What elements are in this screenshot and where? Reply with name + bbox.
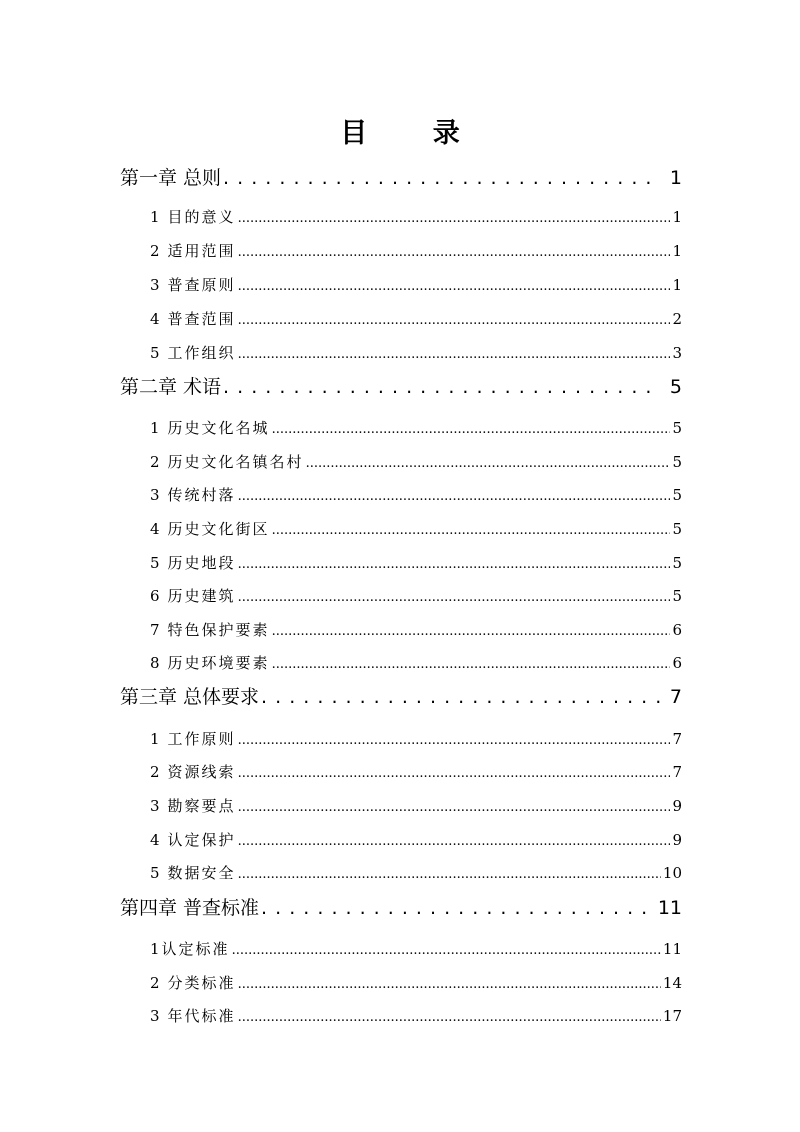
- toc-section[interactable]: [150, 861, 682, 885]
- section-page-number: 11: [662, 940, 682, 958]
- dot-leader: [238, 971, 661, 995]
- dot-leader: [261, 893, 648, 923]
- section-label: 历史文化名镇名村: [167, 453, 304, 471]
- section-number: 2: [150, 242, 160, 260]
- section-page-number: 10: [662, 864, 682, 882]
- dot-leader: [272, 651, 671, 675]
- dot-leader: [238, 828, 671, 852]
- toc-section[interactable]: [150, 551, 682, 575]
- section-number: 2: [150, 453, 160, 471]
- dot-leader: [238, 273, 671, 297]
- dot-leader: [238, 551, 671, 575]
- section-label: 资源线索: [167, 763, 236, 781]
- toc-section[interactable]: [150, 307, 682, 331]
- section-number: 5: [150, 864, 160, 882]
- toc-section[interactable]: [150, 450, 682, 474]
- dot-leader: [238, 341, 671, 365]
- section-label: 数据安全: [167, 864, 236, 882]
- toc-chapter-2[interactable]: [120, 372, 682, 402]
- chapter-label: 第一章 总则: [120, 167, 222, 189]
- section-number: 1: [150, 940, 160, 958]
- section-label: 工作原则: [167, 730, 236, 748]
- section-page-number: 17: [662, 1007, 682, 1025]
- section-label: 历史建筑: [167, 587, 236, 605]
- section-number: 8: [150, 654, 160, 672]
- section-label: 分类标准: [167, 974, 236, 992]
- section-number: 3: [150, 276, 160, 294]
- section-number: 1: [150, 208, 160, 226]
- section-number: 7: [150, 621, 160, 639]
- chapter-page-number: 1: [669, 167, 682, 189]
- dot-leader: [238, 1004, 661, 1028]
- section-page-number: 5: [672, 554, 682, 572]
- section-label: 工作组织: [167, 344, 236, 362]
- section-number: 3: [150, 797, 160, 815]
- section-number: 1: [150, 419, 160, 437]
- chapter-page-number: 7: [669, 686, 682, 708]
- section-label: 历史地段: [167, 554, 236, 572]
- dot-leader: [238, 584, 671, 608]
- toc-section[interactable]: [150, 273, 682, 297]
- section-label: 普查范围: [167, 310, 236, 328]
- toc-section[interactable]: [150, 1004, 682, 1028]
- dot-leader: [238, 307, 671, 331]
- toc-chapter-4[interactable]: [120, 893, 682, 923]
- dot-leader: [238, 727, 671, 751]
- section-number: 3: [150, 486, 160, 504]
- section-label: 适用范围: [167, 242, 236, 260]
- toc-chapter-3[interactable]: [120, 682, 682, 712]
- section-label: 目的意义: [167, 208, 236, 226]
- section-page-number: 5: [672, 486, 682, 504]
- section-page-number: 1: [672, 242, 682, 260]
- dot-leader: [238, 861, 661, 885]
- section-number: 2: [150, 763, 160, 781]
- section-number: 5: [150, 344, 160, 362]
- toc-section[interactable]: [150, 760, 682, 784]
- dot-leader: [272, 517, 671, 541]
- section-page-number: 5: [672, 520, 682, 538]
- dot-leader: [261, 682, 660, 712]
- dot-leader: [238, 239, 671, 263]
- section-number: 2: [150, 974, 160, 992]
- dot-leader: [272, 618, 671, 642]
- chapter-page-number: 11: [657, 897, 682, 919]
- chapter-page-number: 5: [669, 376, 682, 398]
- section-label: 特色保护要素: [167, 621, 270, 639]
- toc-section[interactable]: [150, 584, 682, 608]
- section-page-number: 14: [662, 974, 682, 992]
- section-page-number: 7: [672, 730, 682, 748]
- section-page-number: 5: [672, 587, 682, 605]
- section-number: 4: [150, 831, 160, 849]
- toc-section[interactable]: [150, 971, 682, 995]
- section-number: 1: [150, 730, 160, 748]
- toc-section[interactable]: [150, 341, 682, 365]
- toc-section[interactable]: [150, 416, 682, 440]
- section-page-number: 3: [672, 344, 682, 362]
- section-label: 认定保护: [167, 831, 236, 849]
- section-page-number: 5: [672, 453, 682, 471]
- toc-section[interactable]: [150, 618, 682, 642]
- toc-title: 目 录: [340, 118, 488, 149]
- dot-leader: [223, 372, 660, 402]
- section-page-number: 9: [672, 797, 682, 815]
- toc-section[interactable]: [150, 727, 682, 751]
- chapter-label: 第四章 普查标准: [120, 897, 260, 919]
- section-label: 历史环境要素: [167, 654, 270, 672]
- toc-section[interactable]: [150, 794, 682, 818]
- dot-leader: [272, 416, 671, 440]
- section-number: 4: [150, 520, 160, 538]
- section-label: 认定标准: [161, 940, 230, 958]
- section-page-number: 6: [672, 621, 682, 639]
- chapter-label: 第三章 总体要求: [120, 686, 260, 708]
- toc-chapter-1[interactable]: [120, 163, 682, 193]
- section-label: 年代标准: [167, 1007, 236, 1025]
- section-label: 历史文化街区: [167, 520, 270, 538]
- section-label: 历史文化名城: [167, 419, 270, 437]
- toc-section[interactable]: [150, 651, 682, 675]
- section-page-number: 1: [672, 208, 682, 226]
- dot-leader: [238, 483, 671, 507]
- dot-leader: [238, 760, 671, 784]
- dot-leader: [306, 450, 671, 474]
- toc-section[interactable]: [150, 239, 682, 263]
- section-page-number: 5: [672, 419, 682, 437]
- section-number: 4: [150, 310, 160, 328]
- section-label: 勘察要点: [167, 797, 236, 815]
- toc-section[interactable]: [150, 937, 682, 961]
- section-label: 普查原则: [167, 276, 236, 294]
- section-page-number: 6: [672, 654, 682, 672]
- toc-section[interactable]: [150, 517, 682, 541]
- section-label: 传统村落: [167, 486, 236, 504]
- section-number: 6: [150, 587, 160, 605]
- section-number: 3: [150, 1007, 160, 1025]
- section-page-number: 7: [672, 763, 682, 781]
- toc-section[interactable]: [150, 828, 682, 852]
- dot-leader: [232, 937, 661, 961]
- dot-leader: [238, 205, 671, 229]
- section-number: 5: [150, 554, 160, 572]
- toc-section[interactable]: [150, 483, 682, 507]
- dot-leader: [223, 163, 660, 193]
- section-page-number: 1: [672, 276, 682, 294]
- section-page-number: 2: [672, 310, 682, 328]
- toc-section[interactable]: [150, 205, 682, 229]
- dot-leader: [238, 794, 671, 818]
- chapter-label: 第二章 术语: [120, 376, 222, 398]
- section-page-number: 9: [672, 831, 682, 849]
